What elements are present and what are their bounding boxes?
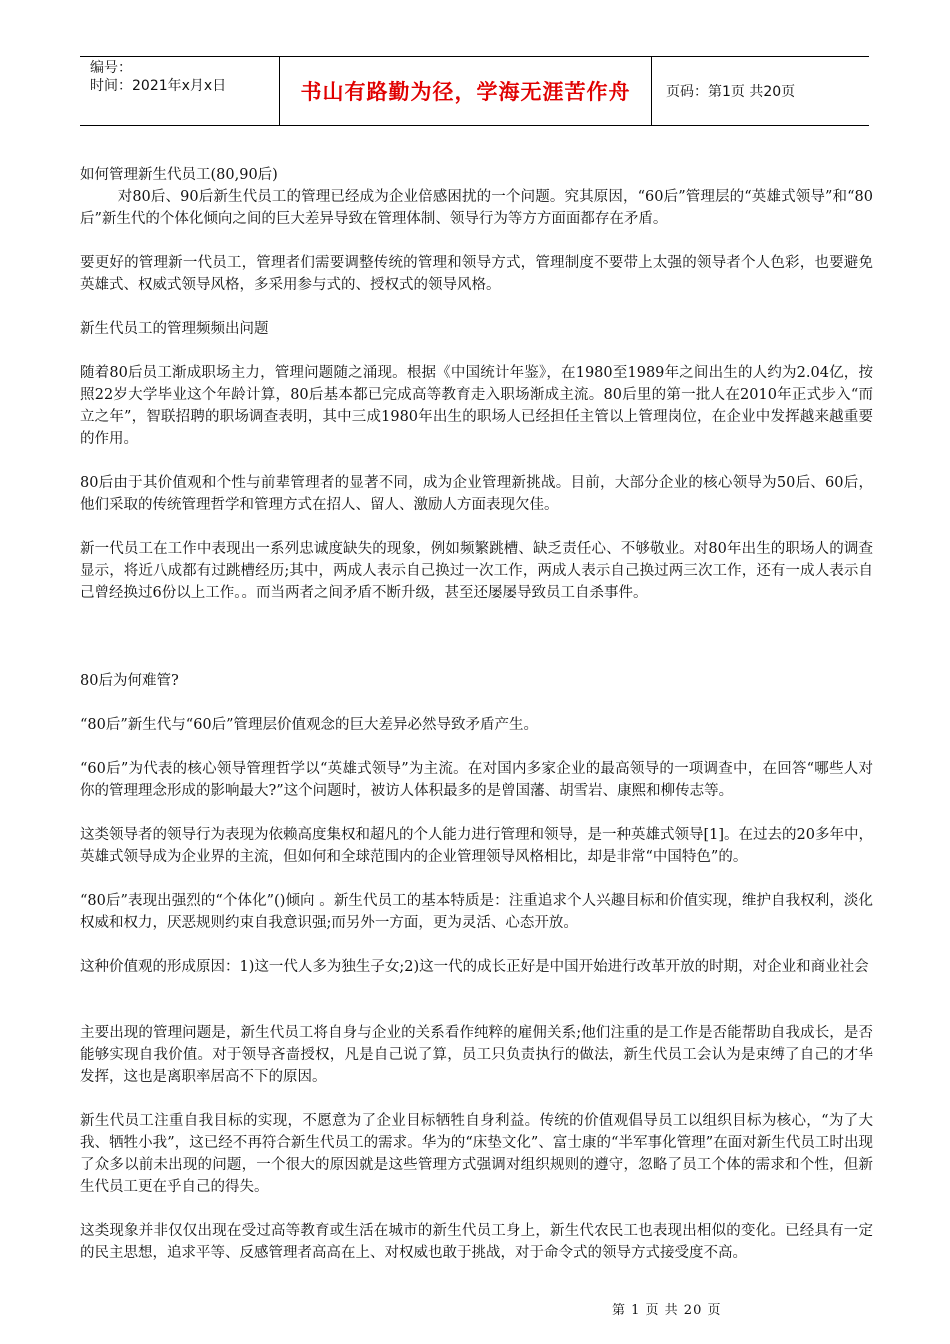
paragraph: “60后”为代表的核心领导管理哲学以“英雄式领导”为主流。在对国内多家企业的最高领导的一项调查中，在回答“哪些人对你的管理理念形成的影响最大?”这个问题时，被访人体积最多的是曾国藩、胡雪岩、康熙和柳传志等。 [80,761,873,799]
paragraph: 对80后、90后新生代员工的管理已经成为企业倍感困扰的一个问题。究其原因，“60后”管理层的“英雄式领导”和“80后”新生代的个体化倾向之间的巨大差异导致在管理体制、领导行为等方方面面都存在矛盾。 [80,189,873,227]
paragraph: 这类领导者的领导行为表现为依赖高度集权和超凡的个人能力进行管理和领导，是一种英雄式领导[1]。在过去的20多年中，英雄式领导成为企业界的主流，但如何和全球范围内的企业管理领导风格相比，却是非常“中国特色”的。 [80,827,873,865]
time-label: 时间：2021年x月x日 [90,78,227,94]
page-header [80,56,869,126]
header-motto: 书山有路勤为径，学海无涯苦作舟 [280,57,652,125]
number-label: 编号： [90,60,132,76]
section-heading: 80后为何难管? [80,673,179,689]
paragraph: 要更好的管理新一代员工，管理者们需要调整传统的管理和领导方式，管理制度不要带上太强的领导者个人色彩，也要避免英雄式、权威式领导风格，多采用参与式的、授权式的领导风格。 [80,255,873,293]
paragraph: “80后”表现出强烈的“个体化”()倾向 。新生代员工的基本特质是：注重追求个人兴趣目标和价值实现，维护自我权利，淡化权威和权力，厌恶规则约束自我意识强;而另外一方面，更为灵活、心态开放。 [80,893,873,931]
page-footer: 第 1 页 共 20 页 [612,1303,722,1318]
paragraph: 主要出现的管理问题是，新生代员工将自身与企业的关系看作纯粹的雇佣关系;他们注重的是工作是否能帮助自我成长，是否能够实现自我价值。对于领导吝啬授权，凡是自己说了算，员工只负责执行的做法，新生代员工会认为是束缚了自己的才华发挥，这也是离职率居高不下的原因。 [80,1025,873,1085]
header-page-code: 页码：第1页 共20页 [666,84,796,100]
paragraph: 新一代员工在工作中表现出一系列忠诚度缺失的现象，例如频繁跳槽、缺乏责任心、不够敬业。对80年出生的职场人的调查显示，将近八成都有过跳槽经历;其中，两成人表示自己换过一次工作，两成人表示自己换过两三次工作，还有一成人表示自己曾经换过6份以上工作。。而当两者之间矛盾不断升级，甚至还屡屡导致员工自杀事件。 [80,541,873,601]
paragraph: 这种价值观的形成原因：1)这一代人多为独生子女;2)这一代的成长正好是中国开始进行改革开放的时期，对企业和商业社会 [80,959,869,975]
paragraph: 新生代员工注重自我目标的实现，不愿意为了企业目标牺牲自身利益。传统的价值观倡导员工以组织目标为核心，“为了大我、牺牲小我”，这已经不再符合新生代员工的需求。华为的“床垫文化”、富士康的“半军事化管理”在面对新生代员工时出现了众多以前未出现的问题，一个很大的原因就是这些管理方式强调对组织规则的遵守，忽略了员工个体的需求和个性，但新生代员工更在乎自己的得失。 [80,1113,873,1195]
paragraph: 这类现象并非仅仅出现在受过高等教育或生活在城市的新生代员工身上，新生代农民工也表现出相似的变化。已经具有一定的民主思想，追求平等、反感管理者高高在上、对权威也敢于挑战，对于命令式的领导方式接受度不高。 [80,1223,873,1261]
paragraph: 随着80后员工渐成职场主力，管理问题随之涌现。根据《中国统计年鉴》，在1980至1989年之间出生的人约为2.04亿，按照22岁大学毕业这个年龄计算，80后基本都已完成高等教育走入职场渐成主流。80后里的第一批人在2010年正式步入“而立之年”，智联招聘的职场调查表明，其中三成1980年出生的职场人已经担任主管以上管理岗位，在企业中发挥越来越重要的作用。 [80,365,873,447]
article-title: 如何管理新生代员工(80,90后) [80,167,278,183]
header-meta [80,57,280,125]
paragraph: “80后”新生代与“60后”管理层价值观念的巨大差异必然导致矛盾产生。 [80,717,539,733]
article-body [80,164,873,1286]
paragraph: 80后由于其价值观和个性与前辈管理者的显著不同，成为企业管理新挑战。目前，大部分企业的核心领导为50后、60后，他们采取的传统管理哲学和管理方式在招人、留人、激励人方面表现欠佳。 [80,475,873,513]
section-heading: 新生代员工的管理频频出问题 [80,321,269,337]
